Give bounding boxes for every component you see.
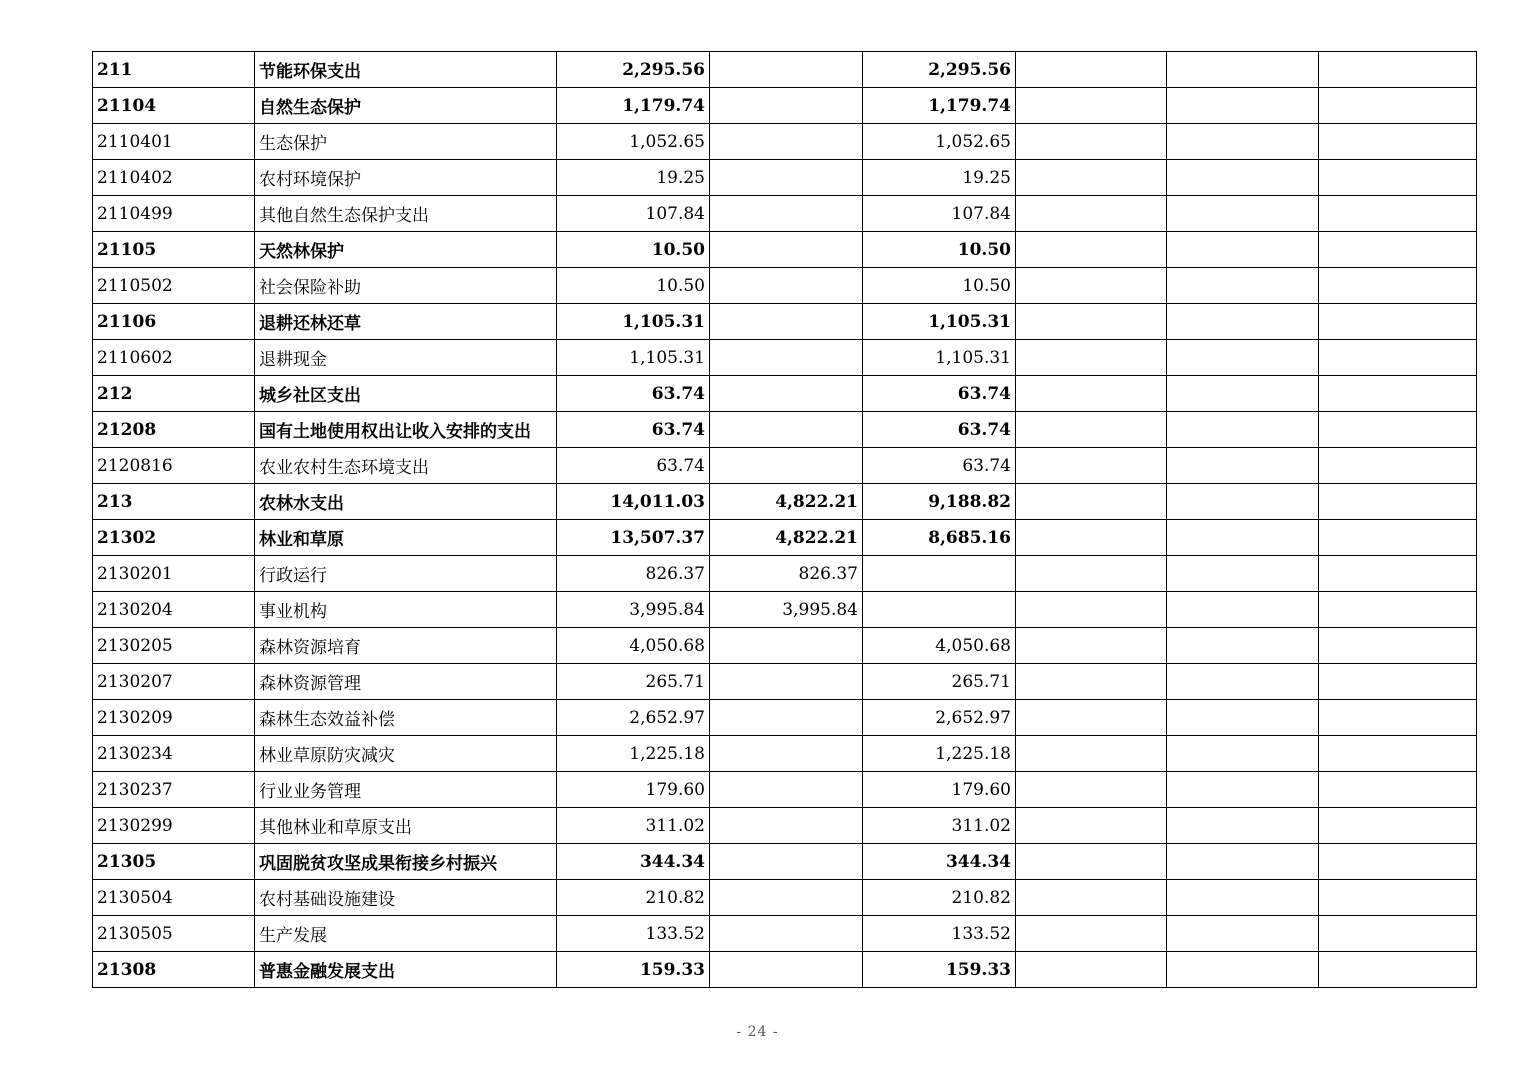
cell-name: 事业机构 [255, 592, 557, 628]
cell-project: 10.50 [863, 232, 1016, 268]
cell-total: 1,225.18 [557, 736, 710, 772]
cell-col8 [1319, 880, 1477, 916]
cell-project: 344.34 [863, 844, 1016, 880]
table-row [93, 700, 1477, 736]
cell-col7 [1167, 268, 1319, 304]
table-row [93, 232, 1477, 268]
cell-col7 [1167, 952, 1319, 988]
cell-col8 [1319, 448, 1477, 484]
cell-basic: 826.37 [710, 556, 863, 592]
cell-project: 107.84 [863, 196, 1016, 232]
cell-name: 林业草原防灾减灾 [255, 736, 557, 772]
cell-col6 [1016, 520, 1167, 556]
table-row [93, 916, 1477, 952]
cell-col8 [1319, 484, 1477, 520]
cell-col6 [1016, 376, 1167, 412]
table-row [93, 448, 1477, 484]
cell-project: 8,685.16 [863, 520, 1016, 556]
cell-name: 森林资源培育 [255, 628, 557, 664]
table-row [93, 844, 1477, 880]
cell-col8 [1319, 52, 1477, 88]
table-row [93, 556, 1477, 592]
cell-col6 [1016, 484, 1167, 520]
cell-col7 [1167, 124, 1319, 160]
cell-name: 其他林业和草原支出 [255, 808, 557, 844]
cell-code: 2130204 [93, 592, 255, 628]
cell-basic [710, 340, 863, 376]
cell-code: 2130504 [93, 880, 255, 916]
table-row [93, 484, 1477, 520]
cell-basic [710, 844, 863, 880]
cell-code: 21208 [93, 412, 255, 448]
cell-code: 2110499 [93, 196, 255, 232]
cell-col6 [1016, 160, 1167, 196]
cell-code: 2110502 [93, 268, 255, 304]
cell-total: 63.74 [557, 448, 710, 484]
cell-code: 2130505 [93, 916, 255, 952]
cell-code: 213 [93, 484, 255, 520]
cell-basic [710, 880, 863, 916]
cell-col8 [1319, 88, 1477, 124]
cell-col6 [1016, 448, 1167, 484]
cell-col8 [1319, 808, 1477, 844]
cell-col6 [1016, 736, 1167, 772]
cell-total: 133.52 [557, 916, 710, 952]
cell-col8 [1319, 916, 1477, 952]
cell-col7 [1167, 88, 1319, 124]
budget-table [92, 51, 1477, 988]
cell-col6 [1016, 952, 1167, 988]
cell-col8 [1319, 556, 1477, 592]
cell-basic [710, 700, 863, 736]
cell-code: 21302 [93, 520, 255, 556]
cell-basic [710, 52, 863, 88]
cell-col6 [1016, 232, 1167, 268]
cell-project: 311.02 [863, 808, 1016, 844]
cell-col6 [1016, 52, 1167, 88]
cell-project: 4,050.68 [863, 628, 1016, 664]
cell-project: 63.74 [863, 448, 1016, 484]
cell-basic [710, 664, 863, 700]
cell-col6 [1016, 304, 1167, 340]
cell-project: 1,052.65 [863, 124, 1016, 160]
cell-total: 1,105.31 [557, 304, 710, 340]
cell-code: 2130209 [93, 700, 255, 736]
cell-basic [710, 304, 863, 340]
table-row [93, 124, 1477, 160]
cell-total: 1,052.65 [557, 124, 710, 160]
cell-col7 [1167, 412, 1319, 448]
cell-total: 3,995.84 [557, 592, 710, 628]
cell-col6 [1016, 592, 1167, 628]
cell-col7 [1167, 592, 1319, 628]
cell-col6 [1016, 916, 1167, 952]
cell-col8 [1319, 196, 1477, 232]
table-row [93, 304, 1477, 340]
cell-total: 14,011.03 [557, 484, 710, 520]
cell-code: 2110602 [93, 340, 255, 376]
cell-basic [710, 376, 863, 412]
cell-col6 [1016, 664, 1167, 700]
cell-project: 265.71 [863, 664, 1016, 700]
cell-project [863, 592, 1016, 628]
cell-col6 [1016, 268, 1167, 304]
cell-col8 [1319, 376, 1477, 412]
cell-col6 [1016, 124, 1167, 160]
cell-name: 农村环境保护 [255, 160, 557, 196]
cell-basic [710, 160, 863, 196]
cell-basic: 4,822.21 [710, 484, 863, 520]
cell-col7 [1167, 700, 1319, 736]
cell-total: 13,507.37 [557, 520, 710, 556]
cell-basic: 3,995.84 [710, 592, 863, 628]
cell-name: 农村基础设施建设 [255, 880, 557, 916]
table-row [93, 196, 1477, 232]
cell-project: 1,105.31 [863, 340, 1016, 376]
cell-code: 21104 [93, 88, 255, 124]
cell-basic [710, 268, 863, 304]
cell-total: 63.74 [557, 376, 710, 412]
cell-name: 天然林保护 [255, 232, 557, 268]
cell-project: 1,179.74 [863, 88, 1016, 124]
cell-col6 [1016, 844, 1167, 880]
cell-col7 [1167, 808, 1319, 844]
table-row [93, 880, 1477, 916]
cell-basic [710, 952, 863, 988]
cell-col8 [1319, 268, 1477, 304]
cell-total: 1,105.31 [557, 340, 710, 376]
cell-col7 [1167, 664, 1319, 700]
cell-col7 [1167, 844, 1319, 880]
cell-name: 退耕现金 [255, 340, 557, 376]
cell-name: 行业业务管理 [255, 772, 557, 808]
cell-total: 1,179.74 [557, 88, 710, 124]
cell-project: 2,295.56 [863, 52, 1016, 88]
cell-name: 社会保险补助 [255, 268, 557, 304]
cell-project [863, 556, 1016, 592]
cell-project: 1,225.18 [863, 736, 1016, 772]
cell-total: 4,050.68 [557, 628, 710, 664]
cell-col8 [1319, 844, 1477, 880]
cell-total: 159.33 [557, 952, 710, 988]
cell-col7 [1167, 772, 1319, 808]
cell-code: 2120816 [93, 448, 255, 484]
cell-name: 生态保护 [255, 124, 557, 160]
cell-total: 2,652.97 [557, 700, 710, 736]
cell-project: 133.52 [863, 916, 1016, 952]
table-body [93, 52, 1477, 988]
cell-project: 2,652.97 [863, 700, 1016, 736]
cell-basic [710, 88, 863, 124]
table-row [93, 628, 1477, 664]
cell-col7 [1167, 880, 1319, 916]
cell-total: 107.84 [557, 196, 710, 232]
cell-code: 2130234 [93, 736, 255, 772]
cell-col7 [1167, 232, 1319, 268]
cell-project: 1,105.31 [863, 304, 1016, 340]
table-row [93, 736, 1477, 772]
cell-col8 [1319, 232, 1477, 268]
cell-name: 国有土地使用权出让收入安排的支出 [255, 412, 557, 448]
cell-col7 [1167, 340, 1319, 376]
cell-name: 生产发展 [255, 916, 557, 952]
cell-col8 [1319, 340, 1477, 376]
cell-name: 林业和草原 [255, 520, 557, 556]
table-row [93, 88, 1477, 124]
cell-col7 [1167, 556, 1319, 592]
table-row [93, 268, 1477, 304]
cell-col6 [1016, 808, 1167, 844]
cell-project: 19.25 [863, 160, 1016, 196]
cell-col7 [1167, 484, 1319, 520]
cell-basic [710, 628, 863, 664]
cell-total: 210.82 [557, 880, 710, 916]
cell-basic [710, 124, 863, 160]
table-row [93, 808, 1477, 844]
cell-code: 2130237 [93, 772, 255, 808]
cell-col8 [1319, 412, 1477, 448]
cell-col8 [1319, 592, 1477, 628]
cell-project: 63.74 [863, 412, 1016, 448]
cell-basic [710, 412, 863, 448]
cell-col7 [1167, 448, 1319, 484]
cell-total: 2,295.56 [557, 52, 710, 88]
table-row [93, 592, 1477, 628]
cell-name: 森林生态效益补偿 [255, 700, 557, 736]
table-row [93, 52, 1477, 88]
cell-code: 21105 [93, 232, 255, 268]
cell-code: 21305 [93, 844, 255, 880]
cell-col6 [1016, 880, 1167, 916]
cell-code: 2110401 [93, 124, 255, 160]
table-row [93, 376, 1477, 412]
cell-total: 10.50 [557, 268, 710, 304]
cell-basic [710, 448, 863, 484]
cell-name: 农业农村生态环境支出 [255, 448, 557, 484]
cell-name: 节能环保支出 [255, 52, 557, 88]
cell-basic [710, 808, 863, 844]
cell-project: 159.33 [863, 952, 1016, 988]
table-row [93, 160, 1477, 196]
cell-name: 其他自然生态保护支出 [255, 196, 557, 232]
cell-col7 [1167, 628, 1319, 664]
cell-name: 农林水支出 [255, 484, 557, 520]
cell-col6 [1016, 628, 1167, 664]
cell-total: 10.50 [557, 232, 710, 268]
cell-col7 [1167, 736, 1319, 772]
cell-col6 [1016, 700, 1167, 736]
cell-col8 [1319, 664, 1477, 700]
cell-basic: 4,822.21 [710, 520, 863, 556]
cell-col8 [1319, 772, 1477, 808]
cell-col8 [1319, 520, 1477, 556]
cell-name: 普惠金融发展支出 [255, 952, 557, 988]
cell-total: 344.34 [557, 844, 710, 880]
cell-code: 212 [93, 376, 255, 412]
cell-col6 [1016, 196, 1167, 232]
cell-name: 退耕还林还草 [255, 304, 557, 340]
cell-col7 [1167, 196, 1319, 232]
table-row [93, 412, 1477, 448]
cell-col8 [1319, 700, 1477, 736]
cell-project: 63.74 [863, 376, 1016, 412]
cell-basic [710, 196, 863, 232]
page-number: - 24 - [736, 1024, 779, 1040]
cell-basic [710, 736, 863, 772]
cell-col6 [1016, 340, 1167, 376]
cell-code: 2130201 [93, 556, 255, 592]
cell-col7 [1167, 520, 1319, 556]
table-row [93, 520, 1477, 556]
cell-col6 [1016, 412, 1167, 448]
cell-col7 [1167, 916, 1319, 952]
cell-col8 [1319, 124, 1477, 160]
cell-total: 179.60 [557, 772, 710, 808]
cell-name: 森林资源管理 [255, 664, 557, 700]
cell-name: 行政运行 [255, 556, 557, 592]
cell-project: 210.82 [863, 880, 1016, 916]
cell-total: 63.74 [557, 412, 710, 448]
cell-col8 [1319, 952, 1477, 988]
table-row [93, 340, 1477, 376]
cell-code: 2130207 [93, 664, 255, 700]
cell-name: 巩固脱贫攻坚成果衔接乡村振兴 [255, 844, 557, 880]
cell-total: 311.02 [557, 808, 710, 844]
cell-col8 [1319, 304, 1477, 340]
table-row [93, 952, 1477, 988]
cell-basic [710, 772, 863, 808]
cell-col6 [1016, 556, 1167, 592]
cell-total: 19.25 [557, 160, 710, 196]
cell-col7 [1167, 376, 1319, 412]
cell-col7 [1167, 304, 1319, 340]
cell-code: 21308 [93, 952, 255, 988]
cell-col6 [1016, 772, 1167, 808]
cell-code: 2110402 [93, 160, 255, 196]
cell-col6 [1016, 88, 1167, 124]
cell-name: 自然生态保护 [255, 88, 557, 124]
cell-code: 21106 [93, 304, 255, 340]
cell-project: 9,188.82 [863, 484, 1016, 520]
cell-code: 2130299 [93, 808, 255, 844]
cell-col7 [1167, 160, 1319, 196]
cell-project: 179.60 [863, 772, 1016, 808]
cell-total: 265.71 [557, 664, 710, 700]
cell-col8 [1319, 628, 1477, 664]
cell-col8 [1319, 736, 1477, 772]
cell-project: 10.50 [863, 268, 1016, 304]
cell-col8 [1319, 160, 1477, 196]
cell-code: 2130205 [93, 628, 255, 664]
cell-code: 211 [93, 52, 255, 88]
cell-total: 826.37 [557, 556, 710, 592]
table-row [93, 772, 1477, 808]
cell-basic [710, 916, 863, 952]
cell-col7 [1167, 52, 1319, 88]
cell-name: 城乡社区支出 [255, 376, 557, 412]
cell-basic [710, 232, 863, 268]
table-row [93, 664, 1477, 700]
